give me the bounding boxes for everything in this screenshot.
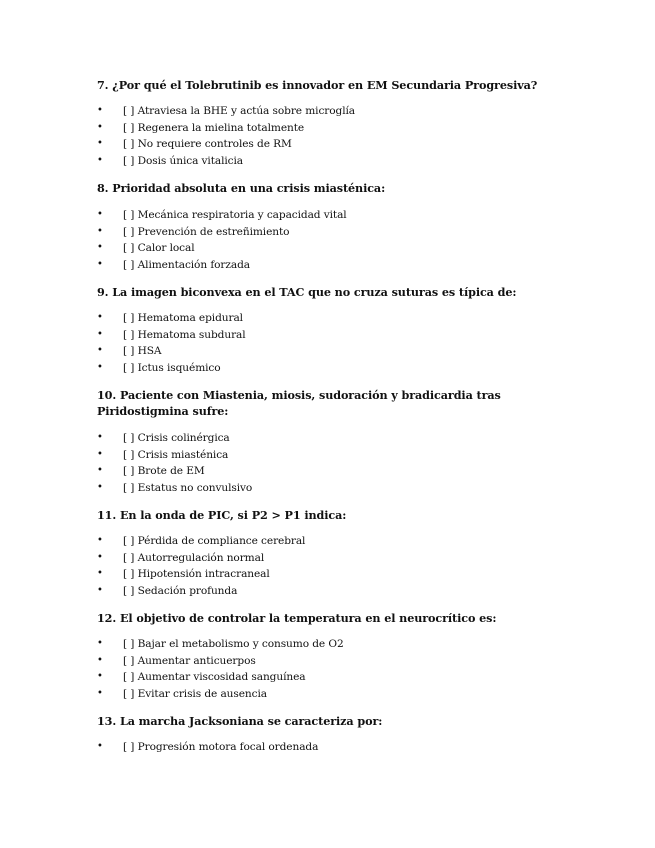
list-item — [0, 136, 560, 153]
list-item — [0, 583, 560, 600]
option-text: [ ] Calor local — [123, 242, 195, 254]
option-text: [ ] Mecánica respiratoria y capacidad vital — [123, 209, 347, 221]
bullet-icon: • — [97, 535, 103, 546]
bullet-icon: • — [97, 448, 103, 460]
option-text: [ ] Prevención de estreñimiento — [123, 225, 290, 238]
list-item — [0, 120, 560, 137]
option-text: [ ] Alimentación forzada — [123, 258, 250, 271]
question-13-title: 13. La marcha Jacksoniana se caracteriza por: — [97, 714, 383, 728]
list-item — [0, 343, 560, 360]
question-12-options — [0, 636, 560, 702]
list-item — [0, 310, 560, 327]
bullet-icon: • — [97, 432, 103, 443]
bullet-icon: • — [97, 105, 103, 116]
bullet-icon: • — [97, 258, 103, 270]
bullet-icon: • — [97, 328, 103, 340]
list-item — [0, 224, 560, 241]
list-item — [0, 153, 560, 170]
list-item — [0, 739, 560, 756]
list-item — [0, 327, 560, 344]
list-item — [0, 636, 560, 653]
bullet-icon: • — [97, 638, 103, 649]
question-8-title: 8. Prioridad absoluta en una crisis miasténica: — [97, 181, 386, 195]
list-item — [0, 566, 560, 583]
bullet-icon: • — [97, 584, 103, 596]
option-text: [ ] Bajar el metabolismo y consumo de O2 — [123, 638, 344, 650]
option-text: [ ] Autorregulación normal — [123, 551, 265, 564]
bullet-icon: • — [97, 687, 103, 699]
option-text: [ ] Brote de EM — [123, 465, 205, 477]
list-item — [0, 103, 560, 120]
option-text: [ ] Ictus isquémico — [123, 361, 221, 374]
question-9-title: 9. La imagen biconvexa en el TAC que no cruza suturas es típica de: — [97, 285, 517, 299]
option-text: [ ] Sedación profunda — [123, 584, 238, 597]
bullet-icon: • — [97, 465, 103, 476]
bullet-icon: • — [97, 225, 103, 237]
bullet-icon: • — [97, 361, 103, 373]
question-9-options — [0, 310, 560, 376]
bullet-icon: • — [97, 121, 103, 133]
option-text: [ ] Evitar crisis de ausencia — [123, 687, 267, 700]
bullet-icon: • — [97, 741, 103, 752]
option-text: [ ] Regenera la mielina totalmente — [123, 121, 305, 134]
list-item — [0, 480, 560, 497]
question-8-options — [0, 207, 560, 273]
option-text: [ ] Crisis miasténica — [123, 448, 229, 461]
option-text: [ ] Pérdida de compliance cerebral — [123, 535, 306, 547]
question-7-title: 7. ¿Por qué el Tolebrutinib es innovador en EM Secundaria Progresiva? — [97, 78, 538, 92]
option-text: [ ] Hipotensión intracraneal — [123, 568, 270, 580]
bullet-icon: • — [97, 312, 103, 323]
list-item — [0, 550, 560, 567]
option-text: [ ] Hematoma epidural — [123, 312, 243, 324]
list-item — [0, 463, 560, 480]
question-11-title: 11. En la onda de PIC, si P2 > P1 indica: — [97, 508, 347, 522]
question-11-options — [0, 533, 560, 599]
bullet-icon: • — [97, 345, 103, 356]
list-item — [0, 653, 560, 670]
list-item — [0, 533, 560, 550]
bullet-icon: • — [97, 481, 103, 493]
bullet-icon: • — [97, 138, 103, 149]
list-item — [0, 207, 560, 224]
list-item — [0, 240, 560, 257]
list-item — [0, 430, 560, 447]
bullet-icon: • — [97, 154, 103, 166]
option-text: [ ] Progresión motora focal ordenada — [123, 741, 319, 753]
bullet-icon: • — [97, 209, 103, 220]
list-item — [0, 686, 560, 703]
bullet-icon: • — [97, 671, 103, 682]
bullet-icon: • — [97, 654, 103, 666]
bullet-icon: • — [97, 568, 103, 579]
option-text: [ ] Aumentar viscosidad sanguínea — [123, 671, 306, 683]
list-item — [0, 447, 560, 464]
bullet-icon: • — [97, 242, 103, 253]
question-12-title: 12. El objetivo de controlar la temperatura en el neurocrítico es: — [97, 611, 497, 625]
question-10-options — [0, 430, 560, 496]
option-text: [ ] Estatus no convulsivo — [123, 481, 253, 494]
list-item — [0, 360, 560, 377]
option-text: [ ] Dosis única vitalicia — [123, 154, 244, 167]
option-text: [ ] Aumentar anticuerpos — [123, 654, 256, 667]
bullet-icon: • — [97, 551, 103, 563]
question-7-options — [0, 103, 560, 169]
option-text: [ ] Atraviesa la BHE y actúa sobre microglía — [123, 105, 356, 117]
option-text: [ ] Crisis colinérgica — [123, 432, 230, 444]
option-text: [ ] No requiere controles de RM — [123, 138, 292, 150]
question-10-title: 10. Paciente con Miastenia, miosis, sudoración y bradicardia tras Piridostigmina sufre: — [97, 388, 501, 418]
list-item — [0, 257, 560, 274]
option-text: [ ] HSA — [123, 345, 162, 357]
option-text: [ ] Hematoma subdural — [123, 328, 246, 341]
list-item — [0, 669, 560, 686]
question-13-options — [0, 739, 560, 756]
